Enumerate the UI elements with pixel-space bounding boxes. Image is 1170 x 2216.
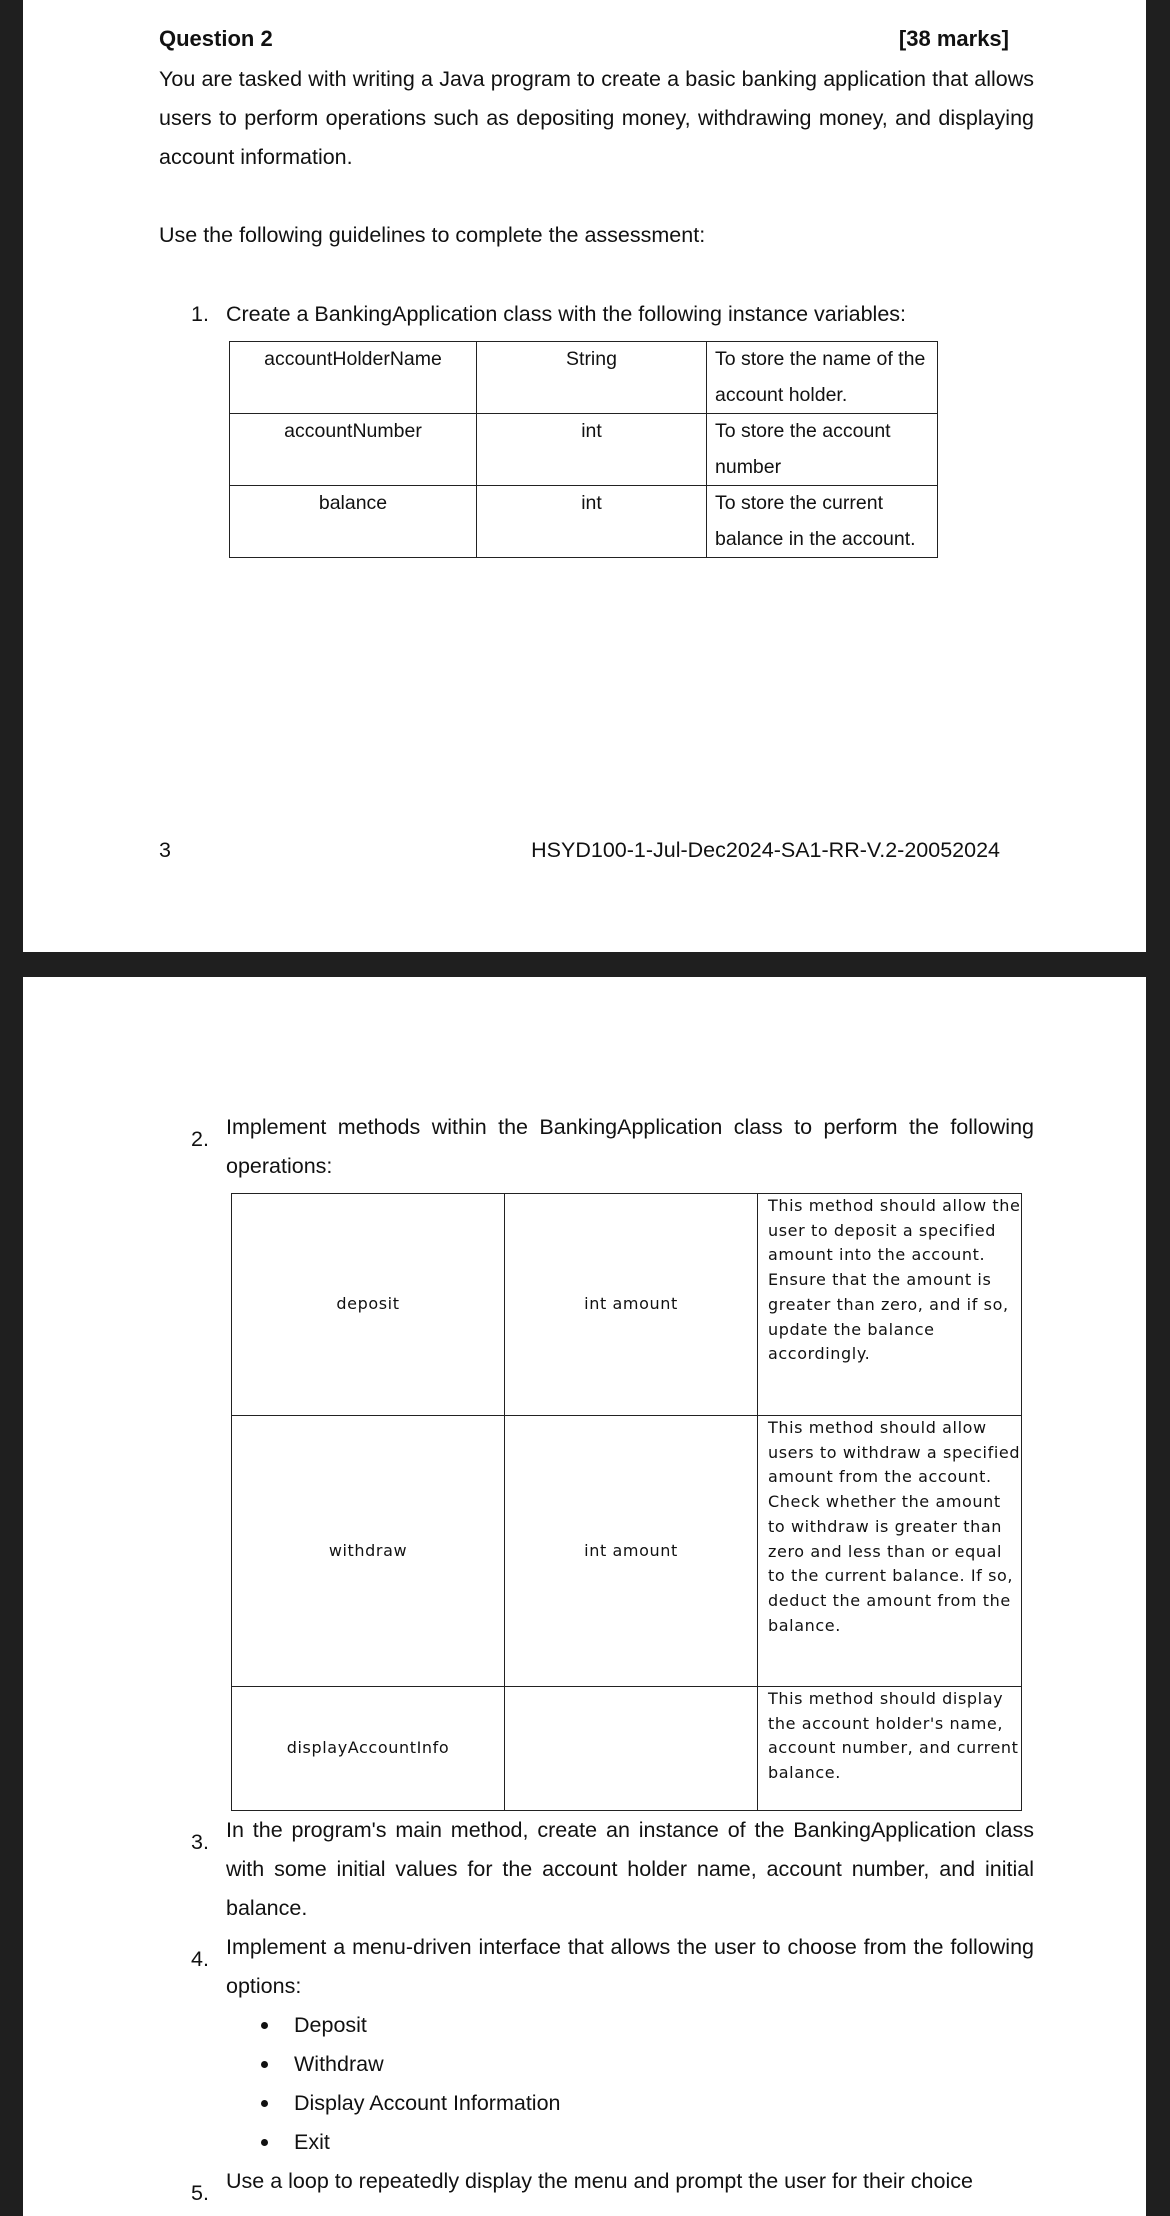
step-4-number: 4.	[191, 1947, 209, 1971]
step-1-number: 1.	[191, 302, 209, 326]
method-description-cell: This method should allow users to withdraw a specified amount from the account. Check whether the amount to withdraw is greater than zero and less than or equal to the current balance. If so, deduct the amount from the balance.	[758, 1416, 1022, 1687]
intro-paragraph: You are tasked with writing a Java program to create a basic banking application that allows users to perform operations such as depositing money, withdrawing money, and displaying account information.	[159, 67, 1034, 169]
variable-name-cell: accountHolderName	[230, 342, 477, 414]
table-row	[232, 1194, 1022, 1416]
step-5-text: Use a loop to repeatedly display the menu and prompt the user for their choice	[226, 2169, 973, 2193]
list-item	[294, 2084, 561, 2123]
menu-options-list	[294, 2006, 561, 2162]
question-title: Question 2	[159, 26, 273, 51]
step-4-text: Implement a menu-driven interface that allows the user to choose from the following options:	[226, 1935, 1034, 1998]
variable-description-cell: To store the name of the account holder.	[707, 342, 938, 414]
method-description-cell: This method should display the account holder's name, account number, and current balance.	[758, 1687, 1022, 1811]
menu-option-label: Display Account Information	[294, 2091, 561, 2115]
step-5-number: 5.	[191, 2181, 209, 2205]
method-name-cell: withdraw	[232, 1416, 505, 1687]
variable-name-cell: accountNumber	[230, 414, 477, 486]
variable-type-cell: String	[477, 342, 707, 414]
method-name-cell: displayAccountInfo	[232, 1687, 505, 1811]
instance-variables-table	[229, 341, 938, 558]
list-item	[294, 2006, 561, 2045]
variable-type-cell: int	[477, 414, 707, 486]
step-1-text: Create a BankingApplication class with the following instance variables:	[226, 302, 907, 326]
table-row	[230, 342, 938, 414]
step-2-number: 2.	[191, 1127, 209, 1151]
table-row	[230, 414, 938, 486]
step-2-text: Implement methods within the BankingApplication class to perform the following operations:	[226, 1115, 1034, 1178]
menu-option-label: Deposit	[294, 2013, 367, 2037]
bullet-icon	[261, 2022, 268, 2029]
methods-table	[231, 1193, 1022, 1811]
step-3-text: In the program's main method, create an instance of the BankingApplication class with some initial values for the account holder name, account number, and initial balance.	[226, 1818, 1034, 1920]
bullet-icon	[261, 2100, 268, 2107]
method-name-cell: deposit	[232, 1194, 505, 1416]
marks-label: [38 marks]	[898, 26, 1009, 51]
menu-option-label: Exit	[294, 2130, 330, 2154]
method-param-cell: int amount	[505, 1194, 758, 1416]
guidelines-line: Use the following guidelines to complete the assessment:	[159, 223, 706, 247]
table-row	[232, 1687, 1022, 1811]
step-3-number: 3.	[191, 1830, 209, 1854]
method-param-cell: int amount	[505, 1416, 758, 1687]
document-code: HSYD100-1-Jul-Dec2024-SA1-RR-V.2-20052024	[531, 838, 1000, 862]
table-row	[232, 1416, 1022, 1687]
page-number: 3	[159, 838, 171, 862]
method-param-cell	[505, 1687, 758, 1811]
bullet-icon	[261, 2139, 268, 2146]
bullet-icon	[261, 2061, 268, 2068]
variable-description-cell: To store the account number	[707, 414, 938, 486]
variable-name-cell: balance	[230, 486, 477, 558]
variable-description-cell: To store the current balance in the account.	[707, 486, 938, 558]
document-page-2	[23, 977, 1146, 2216]
document-page-1	[23, 0, 1146, 952]
method-description-cell: This method should allow the user to deposit a specified amount into the account. Ensure that the amount is greater than zero, and if so, update the balance accordingly.	[758, 1194, 1022, 1416]
variable-type-cell: int	[477, 486, 707, 558]
list-item	[294, 2045, 561, 2084]
list-item	[294, 2123, 561, 2162]
table-row	[230, 486, 938, 558]
menu-option-label: Withdraw	[294, 2052, 384, 2076]
